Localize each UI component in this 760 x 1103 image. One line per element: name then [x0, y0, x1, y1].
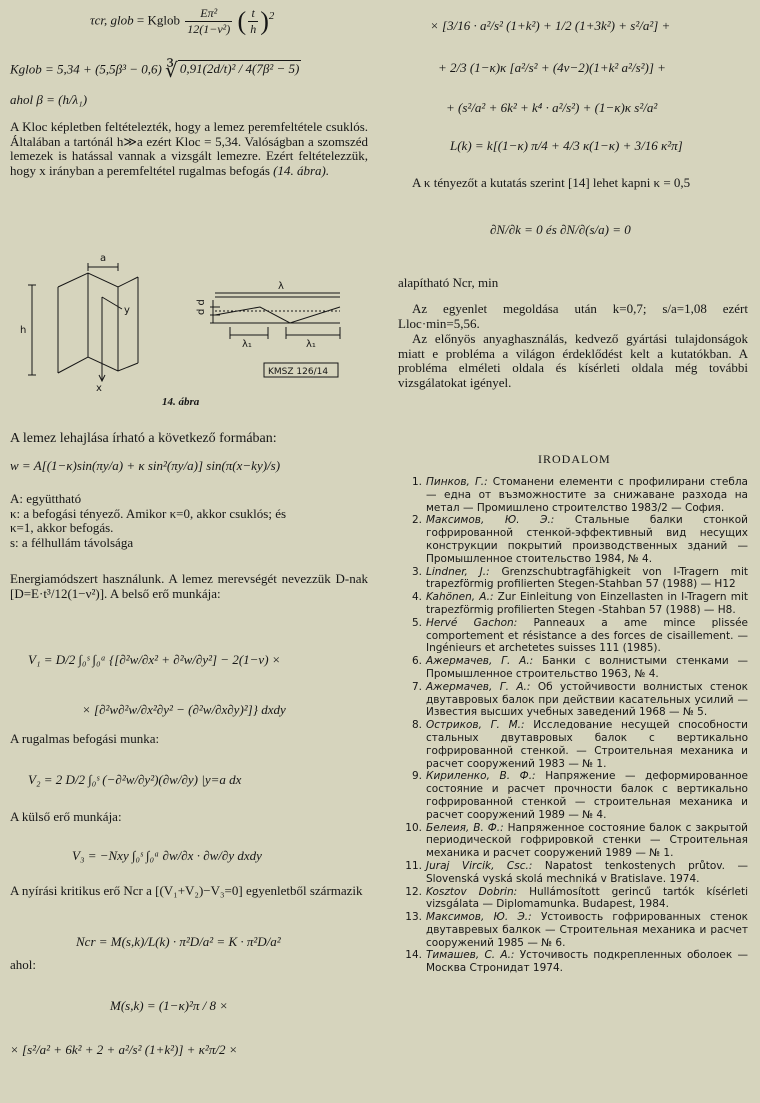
equation-l: L(k) = k[(1−κ) π/4 + 4/3 κ(1−κ) + 3/16 κ²π]	[450, 138, 683, 153]
reference-number: 1.	[411, 476, 422, 488]
figure-14-diagram	[10, 245, 368, 395]
reference-text: Napatost tenkostenych průtov. — Slovenská vyská skolá mechniká v Bratislave. 1974.	[426, 859, 749, 885]
reference-text: Стоманени елементи с профилирани стебла — една от възможностите за снижаване разхода на метал — Промишлено строителство 1983/2 — София.	[426, 476, 748, 514]
definition-a: A: együttható	[10, 491, 82, 506]
reference-item	[398, 514, 748, 565]
paragraph-ncr-min: alapítható Ncr, min	[398, 275, 499, 290]
reference-item	[398, 822, 748, 860]
references-list	[398, 476, 748, 975]
paragraph-kappa-factor: A κ tényezőt a kutatás szerint [14] lehet kapni κ = 0,5	[412, 175, 691, 190]
reference-body	[426, 911, 748, 949]
figure-label-lambda: λ	[278, 281, 284, 292]
reference-item	[398, 860, 748, 886]
reference-item	[398, 681, 748, 719]
reference-text: Исследование несущей способности стальных двутавровых балок с вертикально гофрированной стенкой. — Строительная механика и расчет сооружений 1983 — № 1.	[426, 719, 748, 770]
reference-number: 6.	[411, 655, 422, 668]
equation-m-continued-1: × [3/16 · a²/s² (1+k²) + 1/2 (1+3k²) + s²/a²] +	[430, 18, 671, 33]
reference-number: 7.	[411, 680, 422, 693]
figure-stamp: KMSZ 126/14	[268, 367, 329, 377]
reference-text: Стальные балки стонкой гофрированной стенкой-эффективный вид несущих конструкции покрытий производственных зданий — Промышленное стоительство 1984, № 4.	[426, 514, 748, 565]
reference-author: Максимов, Ю. Э.:	[426, 514, 555, 527]
paragraph-ncr: A nyírási kritikus erő Ncr a [(V₁+V₂)−V₃=0] egyenletből származik	[10, 883, 363, 898]
reference-body	[426, 591, 748, 617]
reference-author: Белеия, В. Ф.:	[426, 821, 504, 834]
reference-text: Panneaux a ame mince plissée comportement et résistance a des forces de cisaillement. — Ingénieurs et archetetes suisses 111 (1985).	[426, 616, 748, 655]
reference-author: Ажермачев, Г. А.:	[426, 680, 531, 693]
reference-number: 11.	[405, 859, 422, 872]
reference-author: Ажермачев, Г. А.:	[426, 655, 534, 668]
equation-m-line2: × [s²/a² + 6k² + 2 + a²/s² (1+k²)] + κ²π/2 ×	[10, 1042, 238, 1057]
equation-tau-glob: τcr, glob = Kglob $\frac{\text{Eπ²}}{\text{12(1−ν²)}}$ ( $\frac{t}{h}$ )$^2$	[90, 6, 275, 36]
paragraph-external-work: A külső erő munkája:	[10, 809, 122, 824]
reference-author: Пинков, Г.:	[426, 476, 488, 488]
figure-label-h: h	[20, 325, 27, 336]
reference-number: 3.	[411, 565, 422, 578]
paragraph-conclusion: Az előnyös anyaghasználás, kedvező gyártási tulajdonságok miatt e probléma a világon érdeklődést kelt a kutatókban. A probléma elméleti oldala és kísérleti oldala még további vizsgálatokat igényel.	[398, 331, 748, 390]
figure-label-y: y	[124, 305, 130, 316]
reference-text: Grenzschubtragfähigkeit von I-Tragern mit trapezförmig profilierten Stegen-Stahban 57 (1988) — H12	[426, 565, 748, 591]
reference-number: 4.	[411, 591, 422, 604]
reference-body	[426, 566, 748, 592]
reference-number: 14.	[405, 949, 422, 962]
reference-text: Zur Einleitung von Einzellasten in I-Tragern mit trapezförmig profilierten Stegen -Stahban 57 (1988) — H8.	[426, 591, 748, 616]
paragraph-deflection: A lemez lehajlása írható a következő formában:	[10, 431, 277, 446]
equation-k-glob: Kglob = 5,34 + (5,5β³ − 0,6) ∛ 0,91(2d/t)² / 4(7β² − 5)	[10, 60, 300, 82]
reference-item	[398, 476, 748, 514]
reference-item	[398, 566, 748, 592]
reference-body	[426, 949, 748, 975]
definition-kappa-one: κ=1, akkor befogás.	[10, 520, 114, 535]
figure-label-x: x	[96, 383, 102, 394]
reference-item	[398, 719, 748, 770]
figure-label-a: a	[100, 253, 107, 264]
reference-body	[426, 514, 748, 565]
reference-number: 10.	[405, 821, 422, 834]
reference-body	[426, 476, 748, 514]
reference-text: Банки с волнистыми стенками — Промышленное строительство 1963, № 4.	[426, 655, 749, 680]
reference-body	[426, 719, 748, 770]
reference-text: Устоивость гофрированных стенок двутавревых балкок — Строительная механика и расчет сооружений 1985 — № 6.	[426, 911, 749, 949]
reference-item	[398, 770, 748, 821]
reference-number: 5.	[411, 616, 422, 629]
equation-m-continued-3: + (s²/a² + 6k² + k⁴ · a²/s²) + (1−κ)κ s²/a²	[446, 100, 658, 115]
paragraph-energy: Energiamódszert használunk. A lemez merevségét nevezzük D-nak [D=E·t³/12(1−ν²)]. A belső erő munkája:	[10, 571, 368, 601]
reference-body	[426, 681, 748, 719]
reference-body	[426, 655, 748, 681]
figure-reference: (14. ábra).	[273, 162, 330, 178]
reference-text: Напряжение — деформированное состояние и расчет прочности балок с вертикально гофрированной стенкой — строительная механика и расчет сооружений 1989 — № 4.	[426, 770, 748, 821]
paragraph-elastic-work: A rugalmas befogási munka:	[10, 731, 160, 746]
reference-body	[426, 770, 748, 821]
paragraph-solution: Az egyenlet megoldása után k=0,7; s/a=1,08 ezért Lloc·min=5,56.	[398, 301, 748, 331]
equation-w: w = A[(1−κ)sin(πy/a) + κ sin²(πy/a)] sin(π(x−ky)/s)	[10, 458, 281, 473]
equation-m-continued-2: + 2/3 (1−κ)κ [a²/s² + (4ν−2)(1+k² a²/s²)] +	[438, 60, 666, 75]
equation-ncr: Ncr = M(s,k)/L(k) · π²D/a² = K · π²D/a²	[76, 934, 281, 949]
definition-kappa: κ: a befogási tényező. Amikor κ=0, akkor csuklós; és	[10, 505, 287, 521]
reference-text: Hullámosított gerincű tartók kísérleti vizsgálata — Diplomamunka. Budapest, 1984.	[426, 885, 748, 911]
equation-v2: V₂ = 2 D/2 ∫₀ˢ (−∂²w/∂y²)(∂w/∂y) |y=a dx	[28, 772, 242, 787]
reference-item	[398, 886, 748, 912]
reference-number: 9.	[411, 770, 422, 783]
reference-author: Остриков, Г. М.:	[426, 719, 525, 732]
reference-author: Максимов, Ю. Э.:	[426, 911, 532, 924]
reference-number: 8.	[411, 719, 422, 732]
paragraph-kloc: A Kloc képletben feltételezték, hogy a lemez peremfeltétele csuklós. Általában a tartónál h≫a ezért Kloc = 5,34. Valóságban a szomszéd lemezek is hatással vannak a vizsgált lemezre. Ezért feltételezzük, hogy x irányban a peremfeltétel rugalmas befogás (14. ábra).	[10, 119, 368, 178]
reference-item	[398, 591, 748, 617]
reference-author: Hervé Gachon:	[426, 616, 518, 629]
reference-author: Тимашев, С. А.:	[426, 949, 515, 962]
reference-number: 2.	[411, 514, 422, 527]
reference-author: Kosztov Dobrin:	[426, 885, 518, 898]
reference-item	[398, 655, 748, 681]
definition-s: s: a félhullám távolsága	[10, 534, 134, 550]
reference-number: 12.	[405, 885, 422, 898]
equation-v1-line2: × [∂²w∂²w/∂x²∂y² − (∂²w/∂x∂y)²]} dxdy	[82, 702, 286, 717]
equation-partial-derivatives: ∂N/∂k = 0 és ∂N/∂(s/a) = 0	[490, 222, 631, 237]
definitions-list	[10, 492, 368, 550]
equation-v3: V₃ = −Nxy ∫₀ˢ ∫₀ᵃ ∂w/∂x · ∂w/∂y dxdy	[72, 848, 262, 863]
equation-beta: ahol β = (h/λ₁)	[10, 92, 88, 107]
equation-m-line1: M(s,k) = (1−κ)²π / 8 ×	[110, 998, 229, 1013]
reference-text: Усточивость подкрепленных оболоек — Москва Стронидат 1974.	[426, 949, 748, 975]
reference-body	[426, 886, 748, 912]
reference-item	[398, 617, 748, 655]
reference-item	[398, 911, 748, 949]
reference-text: Об устойчивости волнистых стенок двутавровых балок при действии касательных усилий — Известия высших учебных заведений 1968 — № 5.	[426, 680, 748, 719]
figure-label-d: d d	[196, 299, 207, 315]
reference-text: Напряженное состояние балок с закрытой периодической гофрировкой стенки — Строительная механика и расчет сооружений 1989 — № 1.	[426, 821, 748, 860]
paragraph-where: ahol:	[10, 957, 36, 972]
reference-author: Lindner, J.:	[426, 565, 490, 578]
reference-author: Kahönen, A.:	[426, 591, 494, 604]
reference-body	[426, 822, 748, 860]
references-title: IRODALOM	[538, 452, 611, 466]
equation-v1-line1: V₁ = D/2 ∫₀ˢ ∫₀ᵃ {[∂²w/∂x² + ∂²w/∂y²] − 2(1−ν) ×	[28, 652, 281, 667]
reference-item	[398, 949, 748, 975]
reference-body	[426, 860, 748, 886]
figure-label-lambda2: λ₁	[306, 339, 316, 350]
reference-author: Кириленко, В. Ф.:	[426, 770, 536, 783]
reference-number: 13.	[405, 911, 422, 924]
reference-author: Juraj Vircik, Csc.:	[426, 859, 533, 872]
figure-caption: 14. ábra	[162, 396, 200, 408]
reference-body	[426, 617, 748, 655]
figure-label-lambda1: λ₁	[242, 339, 252, 350]
